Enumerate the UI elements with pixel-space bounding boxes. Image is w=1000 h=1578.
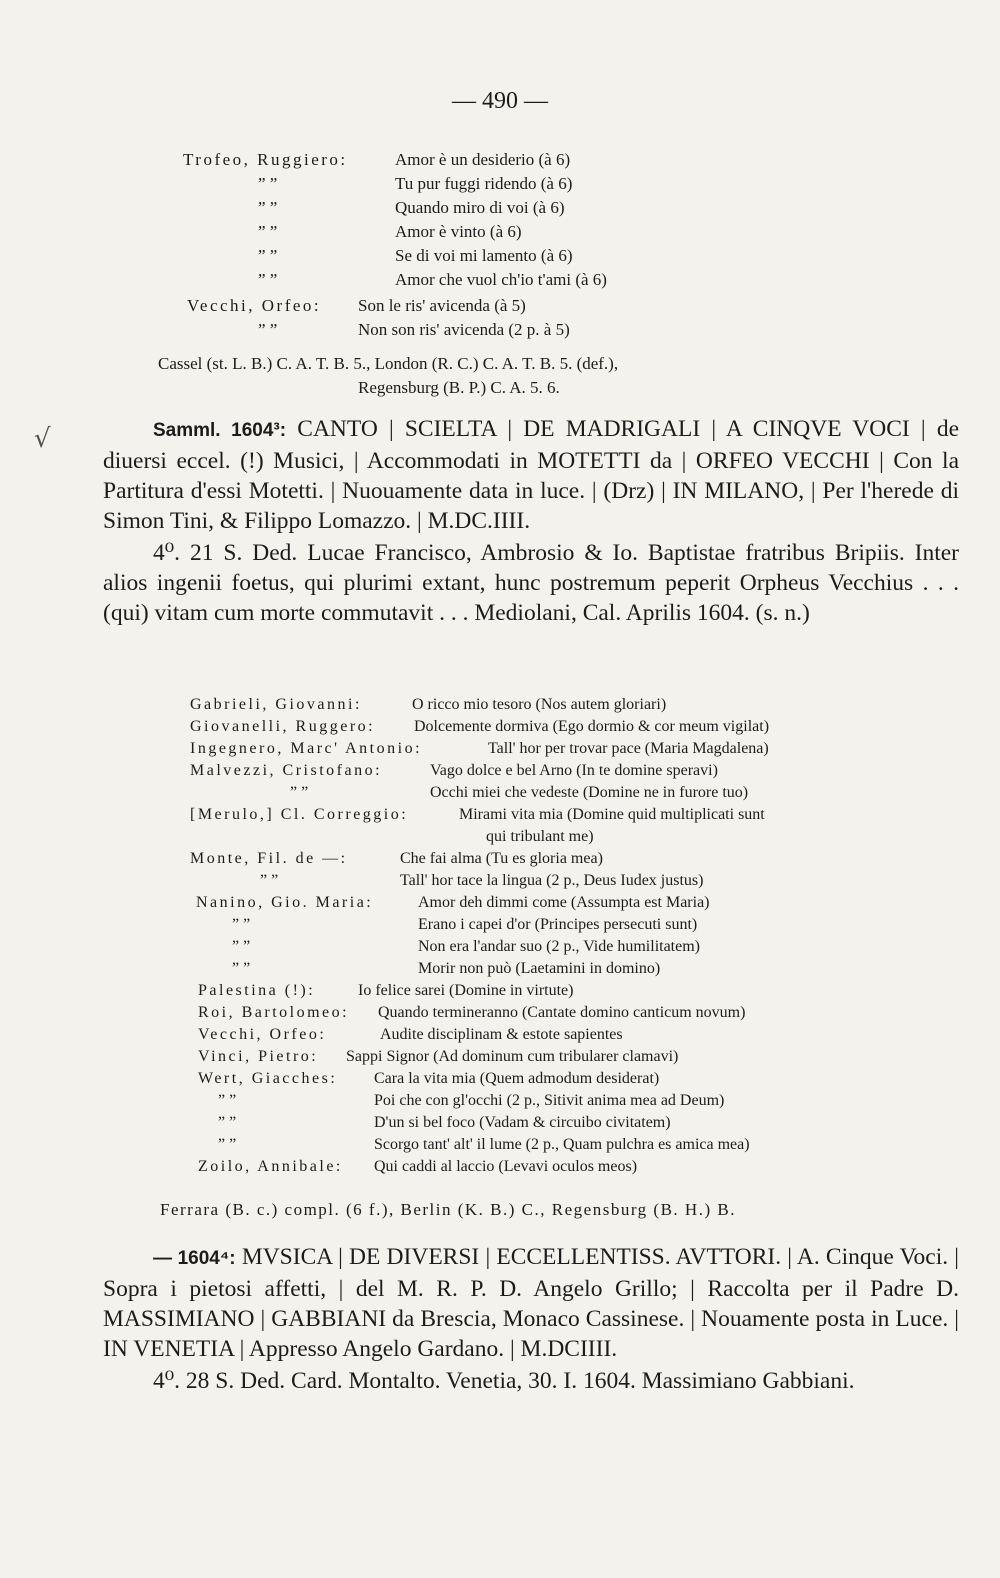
entry-text: MVSICA | DE DIVERSI | ECCELLENTISS. AVTTORI. | A. Cinque Voci. | Sopra i pietosi affetti, | del M. R. P. D. Angelo Grillo; | Raccolta per il Padre D. MASSIMIANO | GABBIANI da Brescia, Monaco Cassinese. | Nouamente posta in Luce. | IN VENETIA | Appresso Angelo Gardano. | M.DCIIII. — [103, 1244, 960, 1362]
entry-composer: Roi, Bartolomeo: — [198, 1004, 350, 1021]
entry-title: Vago dolce e bel Arno (In te domine speravi) — [430, 762, 718, 779]
margin-checkmark: √ — [34, 424, 51, 454]
entry-title-block — [103, 1242, 959, 1364]
entry-label: — 1604⁴: — [153, 1248, 236, 1269]
entry-composer: Vecchi, Orfeo: — [198, 1026, 327, 1043]
entry-composer: ” ” — [232, 916, 251, 933]
entry-title: Erano i capei d'or (Principes persecuti sunt) — [418, 916, 698, 933]
library-holdings: Cassel (st. L. B.) C. A. T. B. 5., London (R. C.) C. A. T. B. 5. (def.), — [158, 354, 619, 373]
entry-title: O ricco mio tesoro (Nos autem gloriari) — [412, 696, 667, 713]
entry-1604-4 — [103, 1242, 959, 1396]
library-holdings-2: Ferrara (B. c.) compl. (6 f.), Berlin (K. B.) C., Regensburg (B. H.) B. — [160, 1200, 736, 1219]
entry-title: Se di voi mi lamento (à 6) — [395, 246, 573, 265]
entry-title: Tall' hor tace la lingua (2 p., Deus Iudex justus) — [400, 872, 704, 889]
library-holdings-cont: Regensburg (B. P.) C. A. 5. 6. — [358, 378, 560, 397]
entry-title: Qui caddi al laccio (Levavi oculos meos) — [374, 1158, 638, 1175]
entry-composer: ” ” — [218, 1114, 237, 1131]
entry-title: Amor che vuol ch'io t'ami (à 6) — [395, 270, 607, 289]
entry-title: Tall' hor per trovar pace (Maria Magdalena) — [488, 740, 769, 757]
entry-title: Scorgo tant' alt' il lume (2 p., Quam pulchra es amica mea) — [374, 1136, 750, 1153]
entry-composer: Vecchi, Orfeo: — [187, 296, 322, 315]
entry-composer: [Merulo,] Cl. Correggio: — [190, 806, 409, 823]
entry-composer: ” ” — [258, 198, 278, 217]
entry-title: Sappi Signor (Ad dominum cum tribularer clamavi) — [346, 1048, 679, 1065]
entry-title: Audite disciplinam & estote sapientes — [380, 1026, 623, 1043]
entry-description: 4⁰. 28 S. Ded. Card. Montalto. Venetia, 30. I. 1604. Massimiano Gabbiani. — [153, 1368, 855, 1394]
entry-composer: ” ” — [260, 872, 279, 889]
entry-composer: ” ” — [218, 1092, 237, 1109]
entry-title: Mirami vita mia (Domine quid multiplicati sunt — [459, 806, 765, 823]
entry-composer: ” ” — [258, 320, 278, 339]
entry-composer: Gabrieli, Giovanni: — [190, 696, 362, 713]
entry-title: Morir non può (Laetamini in domino) — [418, 960, 661, 977]
entry-title: D'un si bel foco (Vadam & circuibo civitatem) — [374, 1114, 671, 1131]
entry-title: Tu pur fuggi ridendo (à 6) — [395, 174, 573, 193]
entry-title: Dolcemente dormiva (Ego dormio & cor meum vigilat) — [414, 718, 770, 735]
entry-title: Son le ris' avicenda (à 5) — [358, 296, 526, 315]
entry-title: Quando termineranno (Cantate domino canticum novum) — [378, 1004, 746, 1021]
entry-title-block — [103, 414, 959, 536]
entry-composer: ” ” — [258, 270, 278, 289]
entry-composer: ” ” — [218, 1136, 237, 1153]
entry-title: qui tribulant me) — [486, 828, 594, 845]
entry-composer: ” ” — [258, 174, 278, 193]
entry-title: Poi che con gl'occhi (2 p., Sitivit anima mea ad Deum) — [374, 1092, 725, 1109]
entry-composer: Malvezzi, Cristofano: — [190, 762, 383, 779]
entry-title: Occhi miei che vedeste (Domine ne in furore tuo) — [430, 784, 749, 801]
entry-composer: Ingegnero, Marc' Antonio: — [190, 740, 423, 757]
entry-composer: Zoilo, Annibale: — [198, 1158, 343, 1175]
entry-title: Quando miro di voi (à 6) — [395, 198, 565, 217]
entry-title: Cara la vita mia (Quem admodum desiderat) — [374, 1070, 660, 1087]
entry-composer: ” ” — [258, 222, 278, 241]
entry-composer: Palestina (!): — [198, 982, 316, 999]
entry-title: Io felice sarei (Domine in virtute) — [358, 982, 574, 999]
entry-label: Samml. 1604³: — [153, 420, 287, 441]
entry-composer: ” ” — [232, 938, 251, 955]
entry-title: Non son ris' avicenda (2 p. à 5) — [358, 320, 570, 339]
entry-title: Non era l'andar suo (2 p., Vide humilitatem) — [418, 938, 700, 955]
entry-composer: Vinci, Pietro: — [198, 1048, 319, 1065]
page-number: — 490 — — [452, 88, 548, 114]
entry-composer: Wert, Giacches: — [198, 1070, 338, 1087]
entry-1604-3 — [103, 414, 959, 628]
entry-composer: ” ” — [290, 784, 309, 801]
entry-composer: Nanino, Gio. Maria: — [196, 894, 374, 911]
entry-title: Che fai alma (Tu es gloria mea) — [400, 850, 603, 867]
entry-composer: Giovanelli, Ruggero: — [190, 718, 376, 735]
entry-composer: ” ” — [258, 246, 278, 265]
entry-title: Amor deh dimmi come (Assumpta est Maria) — [418, 894, 710, 911]
entry-description: 4⁰. 21 S. Ded. Lucae Francisco, Ambrosio & Io. Baptistae fratribus Bripiis. Inter alios ingenii foetus, qui plurimi extant, hunc postremum peperit Orpheus Vecchius . . . (qui) vitam cum morte commutavit . . . Mediolani, Cal. Aprilis 1604. (s. n.) — [103, 540, 959, 626]
entry-text: CANTO | SCIELTA | DE MADRIGALI | A CINQVE VOCI | de diuersi eccel. (!) Musici, | Accommodati in MOTETTI da | ORFEO VECCHI | Con la Partitura d'essi Motetti. | Nuouamente data in luce. | (Drz) | IN MILANO, | Per l'herede di Simon Tini, & Filippo Lomazzo. | M.DC.IIII. — [103, 416, 959, 534]
entry-title: Amor è vinto (à 6) — [395, 222, 522, 241]
entry-composer: Monte, Fil. de —: — [190, 850, 348, 867]
entry-composer: ” ” — [232, 960, 251, 977]
entry-title: Amor è un desiderio (à 6) — [395, 150, 571, 169]
entry-composer: Trofeo, Ruggiero: — [183, 150, 348, 169]
